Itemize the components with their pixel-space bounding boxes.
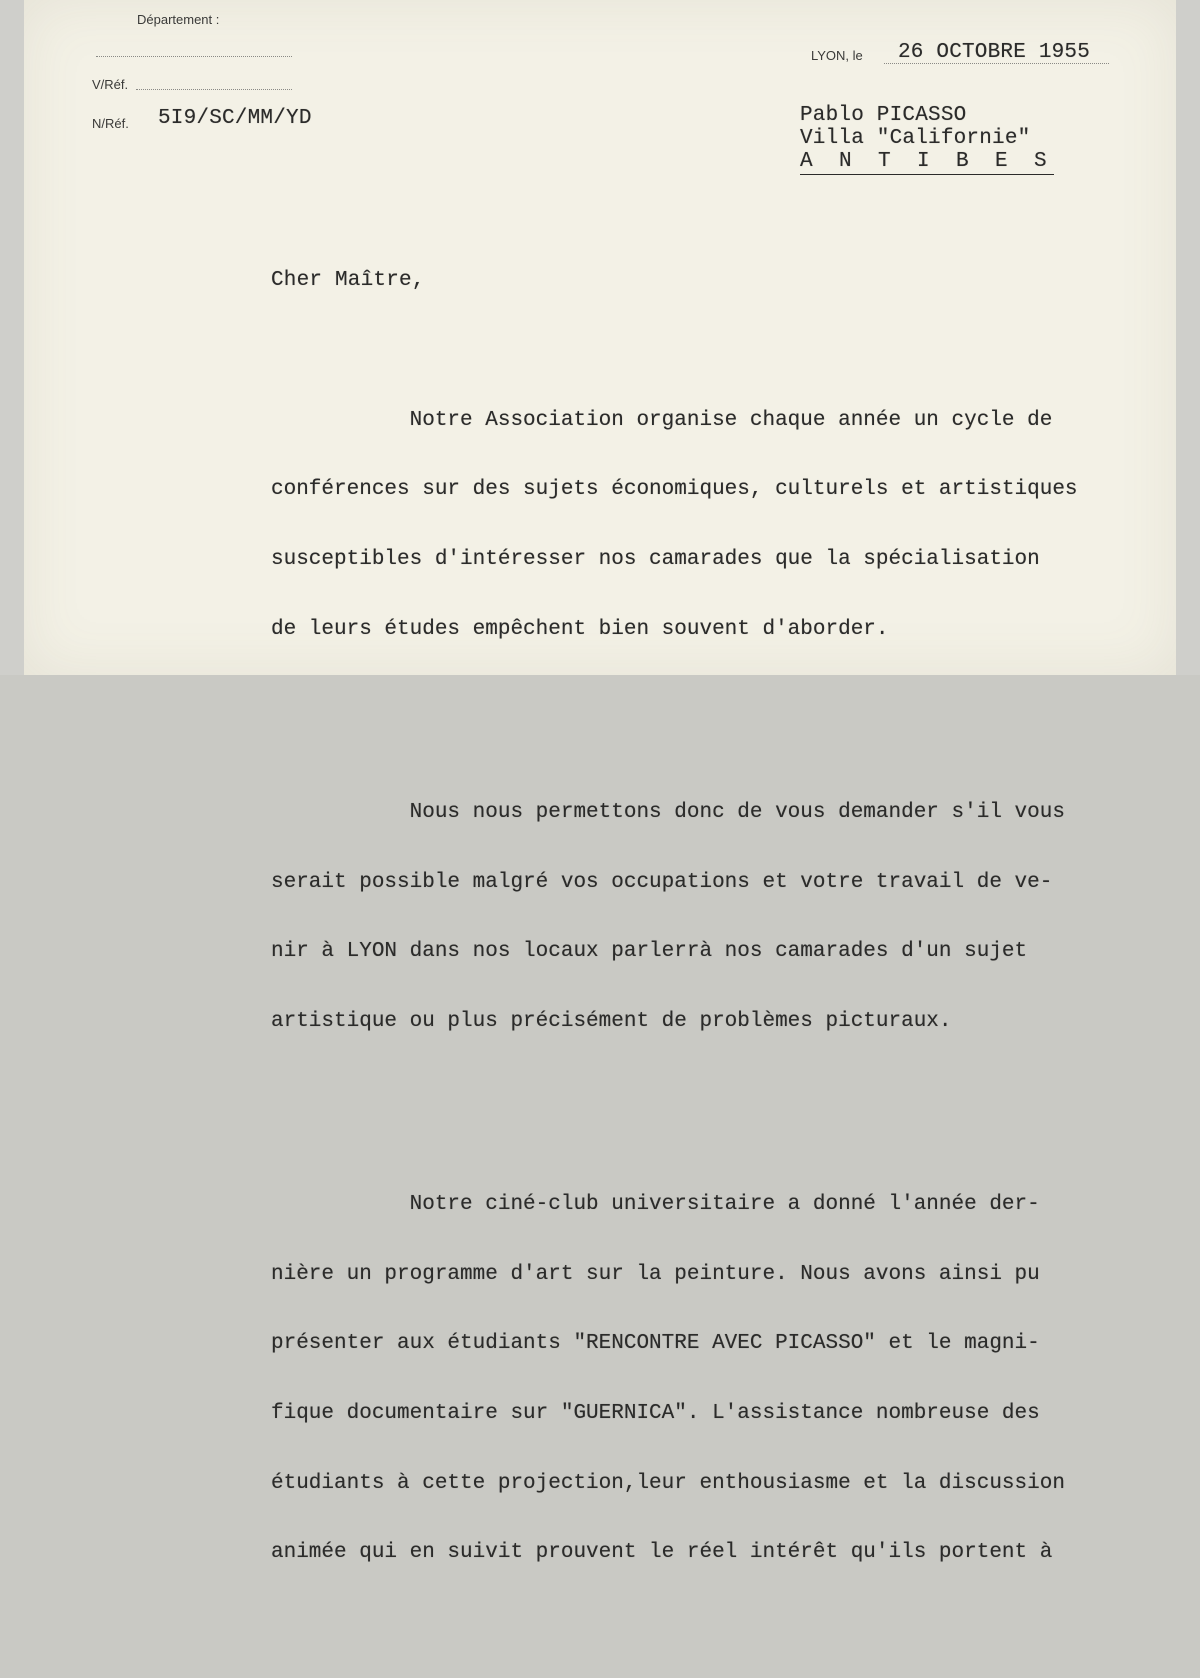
- recipient-city: A N T I B E S: [800, 150, 1054, 173]
- nref-label: N/Réf.: [92, 116, 129, 131]
- vref-label: V/Réf.: [92, 77, 129, 92]
- department-dotted-line: [96, 56, 292, 57]
- vref-dotted-line: [136, 89, 292, 90]
- body-line: susceptibles d'intéresser nos camarades que la spécialisation: [271, 548, 1040, 571]
- department-label: Département :: [137, 12, 220, 27]
- paragraph-2: [271, 755, 1078, 1080]
- body-line: artistique ou plus précisément de problèmes picturaux.: [271, 1009, 952, 1033]
- recipient-address: Villa "Californie": [800, 127, 1031, 150]
- body-line: nir à LYON dans nos locaux parlerrà nos camarades d'un sujet: [271, 940, 1028, 964]
- recipient-name: Pablo PICASSO: [800, 104, 967, 127]
- place-label: LYON, le: [811, 48, 863, 63]
- body-line: nière un programme d'art sur la peinture. Nous avons ainsi pu: [271, 1262, 1040, 1286]
- body-line: Nous nous permettons donc de vous demander s'il vous: [271, 801, 1065, 824]
- body-line: présenter aux étudiants "RENCONTRE AVEC PICASSO" et le magni-: [271, 1332, 1040, 1356]
- paragraph-3: [271, 1147, 1078, 1611]
- salutation: Cher Maître,: [271, 269, 425, 292]
- body-line: de leurs études empêchent bien souvent d'aborder.: [271, 617, 889, 641]
- body-line: serait possible malgré vos occupations et votre travail de ve-: [271, 870, 1053, 894]
- paragraph-1: [271, 362, 1078, 687]
- body-line: Notre ciné-club universitaire a donné l'année der-: [271, 1193, 1040, 1217]
- letter-body: [271, 316, 1078, 1678]
- body-line: Notre Association organise chaque année un cycle de: [271, 408, 1053, 432]
- body-line: animée qui en suivit prouvent le réel intérêt qu'ils portent à: [271, 1541, 1053, 1565]
- letter-date: 26 OCTOBRE 1955: [898, 41, 1091, 64]
- body-line: conférences sur des sujets économiques, culturels et artistiques: [271, 478, 1078, 502]
- body-line: étudiants à cette projection,leur enthousiasme et la discussion: [271, 1471, 1065, 1495]
- nref-value: 5I9/SC/MM/YD: [158, 107, 312, 130]
- body-line: fique documentaire sur "GUERNICA". L'assistance nombreuse des: [271, 1401, 1040, 1425]
